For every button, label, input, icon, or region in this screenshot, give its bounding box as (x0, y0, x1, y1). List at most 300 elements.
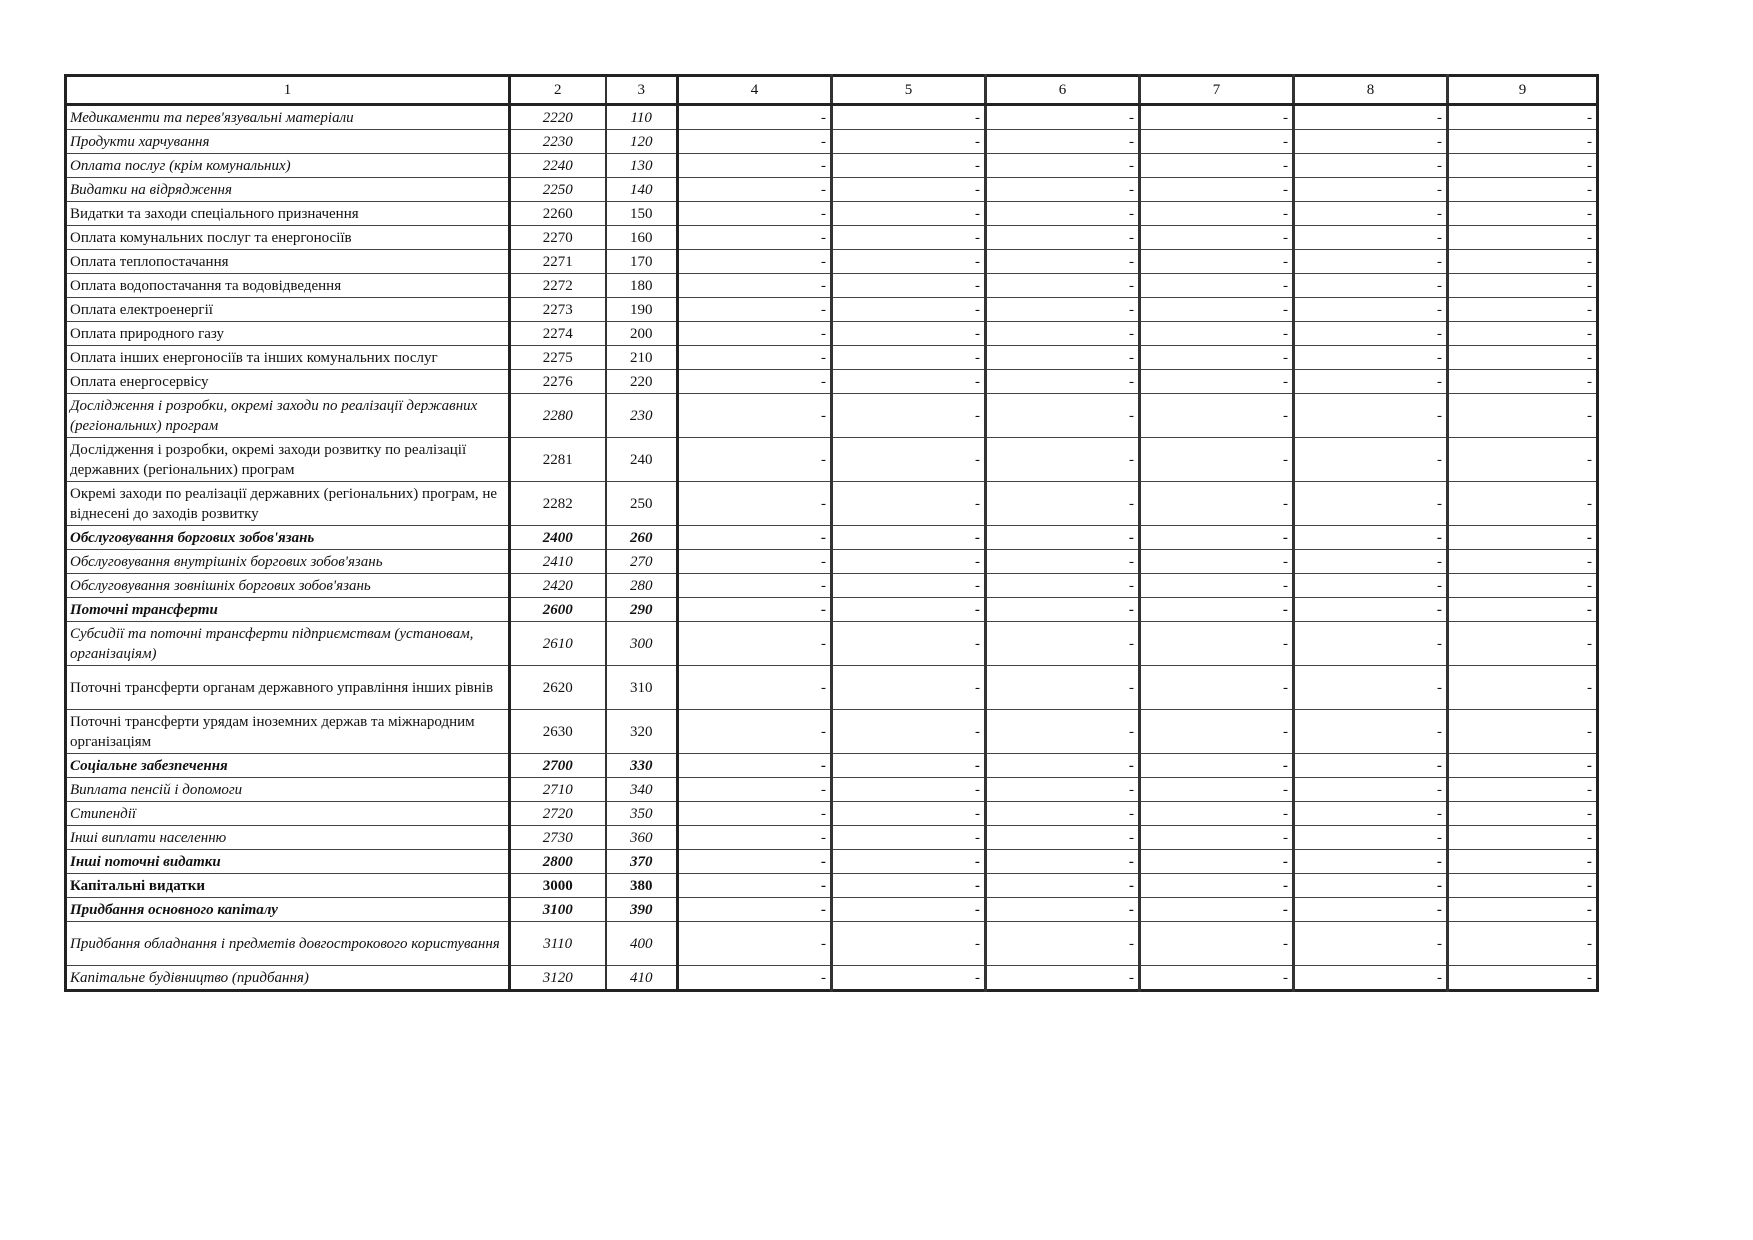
row-value-cell: - (986, 154, 1140, 178)
row-value-cell: - (1294, 438, 1448, 482)
row-value-cell: - (986, 850, 1140, 874)
row-value-cell: - (832, 130, 986, 154)
row-value-cell: - (986, 298, 1140, 322)
row-line-cell: 260 (606, 526, 678, 550)
row-value-cell: - (986, 598, 1140, 622)
row-value-cell: - (678, 550, 832, 574)
row-value-cell: - (1140, 274, 1294, 298)
row-line-cell: 300 (606, 622, 678, 666)
row-name-cell: Капітальні видатки (66, 874, 510, 898)
row-name-cell: Оплата електроенергії (66, 298, 510, 322)
row-value-cell: - (1294, 105, 1448, 130)
row-value-cell: - (986, 178, 1140, 202)
row-value-cell: - (986, 346, 1140, 370)
row-value-cell: - (678, 826, 832, 850)
row-code-cell: 2275 (510, 346, 606, 370)
row-value-cell: - (986, 226, 1140, 250)
row-value-cell: - (1140, 394, 1294, 438)
row-value-cell: - (1140, 778, 1294, 802)
row-value-cell: - (1140, 574, 1294, 598)
table-row (66, 250, 1598, 274)
row-value-cell: - (832, 438, 986, 482)
row-name-cell: Продукти харчування (66, 130, 510, 154)
row-code-cell: 2270 (510, 226, 606, 250)
row-value-cell: - (1140, 622, 1294, 666)
row-value-cell: - (1294, 322, 1448, 346)
table-row (66, 874, 1598, 898)
row-value-cell: - (1448, 130, 1598, 154)
row-line-cell: 130 (606, 154, 678, 178)
row-value-cell: - (832, 754, 986, 778)
row-code-cell: 2800 (510, 850, 606, 874)
row-value-cell: - (832, 274, 986, 298)
row-value-cell: - (678, 298, 832, 322)
row-value-cell: - (986, 438, 1140, 482)
row-value-cell: - (832, 370, 986, 394)
row-name-cell: Оплата водопостачання та водовідведення (66, 274, 510, 298)
table-row (66, 922, 1598, 966)
row-value-cell: - (1294, 826, 1448, 850)
row-value-cell: - (1448, 250, 1598, 274)
row-line-cell: 190 (606, 298, 678, 322)
row-code-cell: 3110 (510, 922, 606, 966)
row-value-cell: - (1140, 105, 1294, 130)
row-value-cell: - (986, 550, 1140, 574)
row-value-cell: - (1140, 874, 1294, 898)
row-value-cell: - (1448, 598, 1598, 622)
row-value-cell: - (678, 526, 832, 550)
row-value-cell: - (1448, 874, 1598, 898)
row-value-cell: - (832, 574, 986, 598)
row-code-cell: 3100 (510, 898, 606, 922)
row-value-cell: - (1140, 598, 1294, 622)
row-line-cell: 390 (606, 898, 678, 922)
row-name-cell: Оплата послуг (крім комунальних) (66, 154, 510, 178)
row-value-cell: - (986, 394, 1140, 438)
row-value-cell: - (1140, 130, 1294, 154)
table-row (66, 370, 1598, 394)
row-value-cell: - (986, 802, 1140, 826)
row-code-cell: 2274 (510, 322, 606, 346)
row-line-cell: 240 (606, 438, 678, 482)
table-row (66, 898, 1598, 922)
row-code-cell: 2620 (510, 666, 606, 710)
row-code-cell: 2276 (510, 370, 606, 394)
row-name-cell: Обслуговування зовнішніх боргових зобов'язань (66, 574, 510, 598)
row-value-cell: - (986, 922, 1140, 966)
row-value-cell: - (1140, 666, 1294, 710)
row-value-cell: - (986, 322, 1140, 346)
header-cell-6: 6 (986, 76, 1140, 105)
row-value-cell: - (678, 370, 832, 394)
row-value-cell: - (986, 666, 1140, 710)
header-cell-2: 2 (510, 76, 606, 105)
row-value-cell: - (832, 666, 986, 710)
row-value-cell: - (1448, 482, 1598, 526)
row-value-cell: - (678, 966, 832, 991)
row-value-cell: - (1448, 370, 1598, 394)
row-value-cell: - (1294, 898, 1448, 922)
table-row (66, 322, 1598, 346)
row-line-cell: 410 (606, 966, 678, 991)
row-value-cell: - (832, 898, 986, 922)
row-value-cell: - (678, 250, 832, 274)
row-code-cell: 2280 (510, 394, 606, 438)
row-value-cell: - (1140, 298, 1294, 322)
row-value-cell: - (678, 850, 832, 874)
table-row (66, 666, 1598, 710)
row-name-cell: Інші поточні видатки (66, 850, 510, 874)
row-value-cell: - (1294, 298, 1448, 322)
table-row (66, 574, 1598, 598)
row-value-cell: - (1294, 966, 1448, 991)
row-name-cell: Обслуговування внутрішніх боргових зобов'язань (66, 550, 510, 574)
row-value-cell: - (678, 202, 832, 226)
row-value-cell: - (1448, 898, 1598, 922)
row-value-cell: - (1140, 710, 1294, 754)
row-value-cell: - (678, 622, 832, 666)
table-row (66, 226, 1598, 250)
row-line-cell: 380 (606, 874, 678, 898)
row-value-cell: - (986, 250, 1140, 274)
row-value-cell: - (1140, 482, 1294, 526)
row-line-cell: 180 (606, 274, 678, 298)
row-value-cell: - (832, 298, 986, 322)
table-row (66, 154, 1598, 178)
row-name-cell: Оплата комунальних послуг та енергоносіїв (66, 226, 510, 250)
row-value-cell: - (1448, 622, 1598, 666)
row-code-cell: 2273 (510, 298, 606, 322)
row-value-cell: - (678, 874, 832, 898)
row-value-cell: - (1140, 346, 1294, 370)
row-value-cell: - (1448, 394, 1598, 438)
table-row (66, 802, 1598, 826)
row-name-cell: Дослідження і розробки, окремі заходи по реалізації державних (регіональних) програм (66, 394, 510, 438)
row-value-cell: - (1140, 526, 1294, 550)
row-value-cell: - (1294, 394, 1448, 438)
row-value-cell: - (1448, 226, 1598, 250)
row-name-cell: Стипендії (66, 802, 510, 826)
row-value-cell: - (1448, 298, 1598, 322)
row-value-cell: - (678, 922, 832, 966)
row-value-cell: - (1140, 322, 1294, 346)
row-value-cell: - (1294, 622, 1448, 666)
row-value-cell: - (1294, 754, 1448, 778)
row-value-cell: - (986, 966, 1140, 991)
row-value-cell: - (1140, 922, 1294, 966)
row-value-cell: - (832, 202, 986, 226)
row-value-cell: - (832, 105, 986, 130)
row-value-cell: - (1140, 898, 1294, 922)
row-value-cell: - (1448, 754, 1598, 778)
row-value-cell: - (832, 154, 986, 178)
row-code-cell: 2281 (510, 438, 606, 482)
row-value-cell: - (1448, 826, 1598, 850)
row-value-cell: - (1448, 154, 1598, 178)
row-code-cell: 2720 (510, 802, 606, 826)
row-line-cell: 210 (606, 346, 678, 370)
table-row (66, 178, 1598, 202)
row-line-cell: 170 (606, 250, 678, 274)
row-value-cell: - (1294, 574, 1448, 598)
row-value-cell: - (832, 250, 986, 274)
row-value-cell: - (678, 178, 832, 202)
row-value-cell: - (1294, 526, 1448, 550)
row-value-cell: - (832, 346, 986, 370)
row-value-cell: - (986, 826, 1140, 850)
row-value-cell: - (1448, 526, 1598, 550)
row-value-cell: - (678, 226, 832, 250)
row-value-cell: - (1140, 826, 1294, 850)
row-value-cell: - (986, 574, 1140, 598)
row-value-cell: - (678, 105, 832, 130)
row-code-cell: 2420 (510, 574, 606, 598)
table-row (66, 298, 1598, 322)
row-value-cell: - (832, 710, 986, 754)
row-code-cell: 2710 (510, 778, 606, 802)
row-value-cell: - (1140, 154, 1294, 178)
row-value-cell: - (1140, 370, 1294, 394)
row-value-cell: - (678, 598, 832, 622)
row-value-cell: - (1294, 710, 1448, 754)
row-value-cell: - (986, 370, 1140, 394)
row-code-cell: 2260 (510, 202, 606, 226)
row-code-cell: 2730 (510, 826, 606, 850)
row-value-cell: - (1294, 598, 1448, 622)
row-line-cell: 250 (606, 482, 678, 526)
row-code-cell: 2400 (510, 526, 606, 550)
row-line-cell: 370 (606, 850, 678, 874)
header-cell-5: 5 (832, 76, 986, 105)
row-name-cell: Дослідження і розробки, окремі заходи розвитку по реалізації державних (регіональних) програм (66, 438, 510, 482)
row-line-cell: 230 (606, 394, 678, 438)
row-name-cell: Придбання обладнання і предметів довгострокового користування (66, 922, 510, 966)
row-code-cell: 2600 (510, 598, 606, 622)
row-value-cell: - (1448, 802, 1598, 826)
table-row (66, 526, 1598, 550)
row-value-cell: - (832, 226, 986, 250)
row-line-cell: 120 (606, 130, 678, 154)
row-line-cell: 330 (606, 754, 678, 778)
row-value-cell: - (832, 826, 986, 850)
row-code-cell: 2700 (510, 754, 606, 778)
row-value-cell: - (1294, 922, 1448, 966)
row-value-cell: - (1448, 666, 1598, 710)
row-value-cell: - (678, 574, 832, 598)
row-value-cell: - (986, 874, 1140, 898)
row-value-cell: - (832, 550, 986, 574)
row-code-cell: 2610 (510, 622, 606, 666)
row-value-cell: - (986, 898, 1140, 922)
row-value-cell: - (1140, 802, 1294, 826)
header-cell-9: 9 (1448, 76, 1598, 105)
row-name-cell: Видатки на відрядження (66, 178, 510, 202)
row-name-cell: Окремі заходи по реалізації державних (регіональних) програм, не віднесені до заходів розвитку (66, 482, 510, 526)
row-code-cell: 2230 (510, 130, 606, 154)
row-code-cell: 3000 (510, 874, 606, 898)
header-cell-7: 7 (1140, 76, 1294, 105)
row-value-cell: - (832, 922, 986, 966)
row-value-cell: - (678, 898, 832, 922)
row-value-cell: - (678, 346, 832, 370)
row-value-cell: - (986, 482, 1140, 526)
table-row (66, 598, 1598, 622)
row-name-cell: Медикаменти та перев'язувальні матеріали (66, 105, 510, 130)
row-value-cell: - (1294, 178, 1448, 202)
table-row (66, 394, 1598, 438)
row-name-cell: Виплата пенсій і допомоги (66, 778, 510, 802)
row-value-cell: - (1140, 966, 1294, 991)
row-name-cell: Оплата теплопостачання (66, 250, 510, 274)
row-value-cell: - (832, 874, 986, 898)
row-value-cell: - (1294, 550, 1448, 574)
row-value-cell: - (1294, 370, 1448, 394)
row-value-cell: - (1140, 226, 1294, 250)
row-name-cell: Інші виплати населенню (66, 826, 510, 850)
row-value-cell: - (1448, 322, 1598, 346)
row-value-cell: - (1448, 105, 1598, 130)
row-value-cell: - (832, 394, 986, 438)
row-value-cell: - (832, 178, 986, 202)
table-row (66, 346, 1598, 370)
row-code-cell: 2271 (510, 250, 606, 274)
table-row (66, 622, 1598, 666)
table-row (66, 105, 1598, 130)
row-name-cell: Оплата інших енергоносіїв та інших комунальних послуг (66, 346, 510, 370)
row-value-cell: - (1448, 710, 1598, 754)
row-value-cell: - (986, 274, 1140, 298)
table-row (66, 850, 1598, 874)
table-row (66, 754, 1598, 778)
row-line-cell: 220 (606, 370, 678, 394)
row-value-cell: - (678, 778, 832, 802)
row-line-cell: 400 (606, 922, 678, 966)
expenditure-table (64, 74, 1599, 992)
row-value-cell: - (832, 850, 986, 874)
table-row (66, 966, 1598, 991)
row-value-cell: - (678, 710, 832, 754)
row-line-cell: 270 (606, 550, 678, 574)
table-body (66, 105, 1598, 991)
table-row (66, 438, 1598, 482)
row-line-cell: 360 (606, 826, 678, 850)
row-value-cell: - (832, 966, 986, 991)
row-value-cell: - (678, 274, 832, 298)
row-name-cell: Поточні трансферти органам державного управління інших рівнів (66, 666, 510, 710)
row-value-cell: - (1294, 666, 1448, 710)
row-value-cell: - (832, 322, 986, 346)
row-value-cell: - (1448, 274, 1598, 298)
row-line-cell: 280 (606, 574, 678, 598)
row-line-cell: 200 (606, 322, 678, 346)
row-value-cell: - (832, 802, 986, 826)
row-code-cell: 2630 (510, 710, 606, 754)
row-value-cell: - (1294, 346, 1448, 370)
row-line-cell: 150 (606, 202, 678, 226)
row-value-cell: - (1448, 178, 1598, 202)
row-name-cell: Соціальне забезпечення (66, 754, 510, 778)
row-code-cell: 2272 (510, 274, 606, 298)
row-value-cell: - (986, 526, 1140, 550)
row-value-cell: - (1294, 154, 1448, 178)
row-value-cell: - (1294, 874, 1448, 898)
row-value-cell: - (986, 130, 1140, 154)
row-code-cell: 2240 (510, 154, 606, 178)
row-value-cell: - (832, 598, 986, 622)
row-value-cell: - (1448, 550, 1598, 574)
row-value-cell: - (1448, 778, 1598, 802)
row-value-cell: - (1448, 922, 1598, 966)
row-value-cell: - (1294, 226, 1448, 250)
row-name-cell: Придбання основного капіталу (66, 898, 510, 922)
row-code-cell: 2250 (510, 178, 606, 202)
row-value-cell: - (1140, 850, 1294, 874)
row-value-cell: - (1140, 438, 1294, 482)
row-name-cell: Оплата енергосервісу (66, 370, 510, 394)
table-row (66, 550, 1598, 574)
row-name-cell: Капітальне будівництво (придбання) (66, 966, 510, 991)
row-line-cell: 290 (606, 598, 678, 622)
row-value-cell: - (678, 802, 832, 826)
header-row (66, 76, 1598, 105)
row-value-cell: - (1140, 550, 1294, 574)
row-name-cell: Видатки та заходи спеціального призначення (66, 202, 510, 226)
row-line-cell: 160 (606, 226, 678, 250)
row-name-cell: Оплата природного газу (66, 322, 510, 346)
row-value-cell: - (1294, 482, 1448, 526)
row-value-cell: - (678, 438, 832, 482)
row-value-cell: - (1448, 574, 1598, 598)
row-value-cell: - (1294, 250, 1448, 274)
row-value-cell: - (1294, 850, 1448, 874)
row-code-cell: 2220 (510, 105, 606, 130)
row-value-cell: - (1294, 202, 1448, 226)
table-row (66, 778, 1598, 802)
row-value-cell: - (1294, 130, 1448, 154)
table-row (66, 130, 1598, 154)
row-value-cell: - (986, 105, 1140, 130)
row-value-cell: - (832, 622, 986, 666)
row-value-cell: - (1294, 274, 1448, 298)
row-value-cell: - (678, 322, 832, 346)
row-value-cell: - (986, 754, 1140, 778)
row-value-cell: - (678, 754, 832, 778)
row-line-cell: 140 (606, 178, 678, 202)
row-line-cell: 310 (606, 666, 678, 710)
row-value-cell: - (1448, 346, 1598, 370)
row-value-cell: - (678, 482, 832, 526)
row-name-cell: Поточні трансферти (66, 598, 510, 622)
row-code-cell: 2410 (510, 550, 606, 574)
row-name-cell: Обслуговування боргових зобов'язань (66, 526, 510, 550)
table-row (66, 202, 1598, 226)
row-value-cell: - (1294, 778, 1448, 802)
row-value-cell: - (678, 666, 832, 710)
row-value-cell: - (1448, 202, 1598, 226)
row-value-cell: - (832, 526, 986, 550)
row-value-cell: - (1140, 754, 1294, 778)
row-value-cell: - (986, 202, 1140, 226)
row-line-cell: 340 (606, 778, 678, 802)
row-value-cell: - (1140, 250, 1294, 274)
header-cell-1: 1 (66, 76, 510, 105)
row-value-cell: - (832, 482, 986, 526)
row-value-cell: - (678, 130, 832, 154)
row-value-cell: - (832, 778, 986, 802)
row-value-cell: - (1448, 438, 1598, 482)
row-value-cell: - (678, 394, 832, 438)
row-value-cell: - (1294, 802, 1448, 826)
